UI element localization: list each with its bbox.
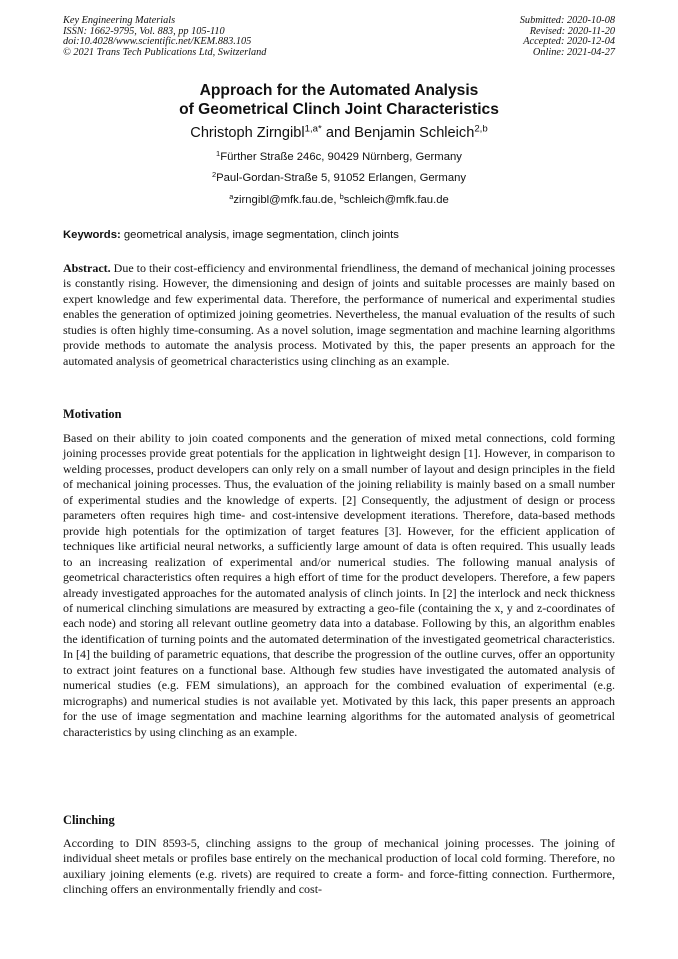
- journal-name: Key Engineering Materials: [63, 15, 176, 26]
- author-1: Christoph Zirngibl: [190, 125, 305, 141]
- paper-title: [0, 82, 678, 119]
- affiliation-1-address: Fürther Straße 246c, 90429 Nürnberg, Germany: [220, 151, 462, 163]
- journal-copyright: © 2021 Trans Tech Publications Ltd, Switzerland: [63, 46, 267, 58]
- journal-issn: ISSN: 1662-9795, Vol. 883, pp 105-110: [63, 25, 225, 37]
- author-2: Benjamin Schleich: [354, 125, 475, 141]
- affiliation-2-address: Paul-Gordan-Straße 5, 91052 Erlangen, Germany: [216, 172, 467, 184]
- email-2-marker: b: [339, 191, 344, 201]
- author-conjunction: and: [321, 125, 355, 141]
- journal-doi: doi:10.4028/www.scientific.net/KEM.883.105: [63, 36, 252, 48]
- journal-info: [63, 16, 266, 58]
- submission-dates: [520, 16, 615, 58]
- email-1-marker: a: [229, 191, 234, 201]
- section-heading-clinching: Clinching: [63, 813, 115, 827]
- date-submitted: Submitted: 2020-10-08: [519, 15, 615, 26]
- date-revised: Revised: 2020-11-20: [529, 25, 615, 37]
- date-accepted: Accepted: 2020-12-04: [523, 36, 615, 48]
- affiliation-1-marker: 1: [216, 148, 221, 158]
- motivation-paragraph: Based on their ability to join coated components and the generation of mixed metal connections, cold forming joining processes provide great potentials for the application in lightweight design [1]. However, in comparison to welding processes, product developers can only rely on a small number of layout and design principles in the field of mechanical joining processes. Thus, the evaluation of the joining reliability is mainly based on a small number of experimental studies and the knowledge of experts. [2] Consequently, the adjustment of design or process parameters often requires high time- and cost-intensive development iterations. Therefore, data-based methods provide high potentials for the optimization of target features [3]. However, for the efficient application of techniques like artificial neural networks, a sufficiently large amount of data is often required. This usually leads to an increasing realization of experimental and/or numerical studies. The following manual analysis of geometrical characteristics often requires a high effort of time for the product developers. Therefore, a few papers already investigated approaches for the automated analysis of clinch joints. In [2] the interlock and neck thickness of numerical clinching simulations are measured by extracting a geo-file (containing the x, y and z-coordinates of each node) and storing all relevant outline geometry data into a database. Following by this, an algorithm enables the identification of turning points and the automated determination of the investigated geometrical characteristics. In [4] the building of parametric equations, that describe the progression of the outline curves, offer an opportunity to extract joint features on a functional base. Although few studies have investigated the automated analysis of numerical studies (e.g. FEM simulations), an approach for the combined evaluation of experimental (e.g. micrographs) and numerical studies is not available yet. Motivated by this lack, this paper presents an approach for the use of image segmentation and machine learning algorithms for the automated analysis of geometrical characteristics by using clinching as an example.: [63, 431, 615, 739]
- author-list: [0, 124, 678, 142]
- author-1-marker: 1,a*: [304, 123, 322, 135]
- abstract: [63, 261, 615, 369]
- date-online: Online: 2021-04-27: [532, 46, 615, 58]
- abstract-text: Due to their cost-efficiency and environmental friendliness, the demand of mechanical joining processes is constantly rising. However, the dimensioning and design of joints and suitable processes are mainly based on expert knowledge and few experimental data. Therefore, the performance of numerical and experimental studies enables the generation of optimized joining geometries. Nevertheless, the manual evaluation of the results of such studies is often highly time-consuming. As a novel solution, image segmentation and machine learning algorithms provide methods to automate the analysis process. Motivated by this, the paper presents an approach for the automated analysis of geometrical characteristics using clinching as an example.: [63, 261, 615, 368]
- author-2-marker: 2,b: [474, 123, 488, 135]
- keywords: [63, 228, 615, 242]
- affiliation-2-marker: 2: [211, 169, 217, 179]
- email-1: zirngibl@mfk.fau.de,: [233, 194, 340, 206]
- title-line-2: of Geometrical Clinch Joint Characteristics: [179, 100, 499, 118]
- clinching-paragraph: According to DIN 8593-5, clinching assigns to the group of mechanical joining processes. The joining of individual sheet metals or profiles base entirely on the mechanical production of local cold forming. Therefore, no auxiliary joining elements (e.g. rivets) are required to create a form- and force-fitting connection. Furthermore, clinching offers an environmentally friendly and cost-: [63, 836, 615, 897]
- keywords-label: Keywords:: [63, 229, 121, 241]
- affiliation-2: [0, 171, 678, 185]
- section-heading-motivation: Motivation: [63, 407, 122, 421]
- affiliation-1: [0, 150, 678, 164]
- abstract-label: Abstract.: [63, 261, 111, 275]
- keywords-text: geometrical analysis, image segmentation, clinch joints: [120, 229, 399, 241]
- email-2: schleich@mfk.fau.de: [343, 194, 449, 206]
- title-line-1: Approach for the Automated Analysis: [199, 82, 479, 99]
- author-emails: [0, 193, 678, 207]
